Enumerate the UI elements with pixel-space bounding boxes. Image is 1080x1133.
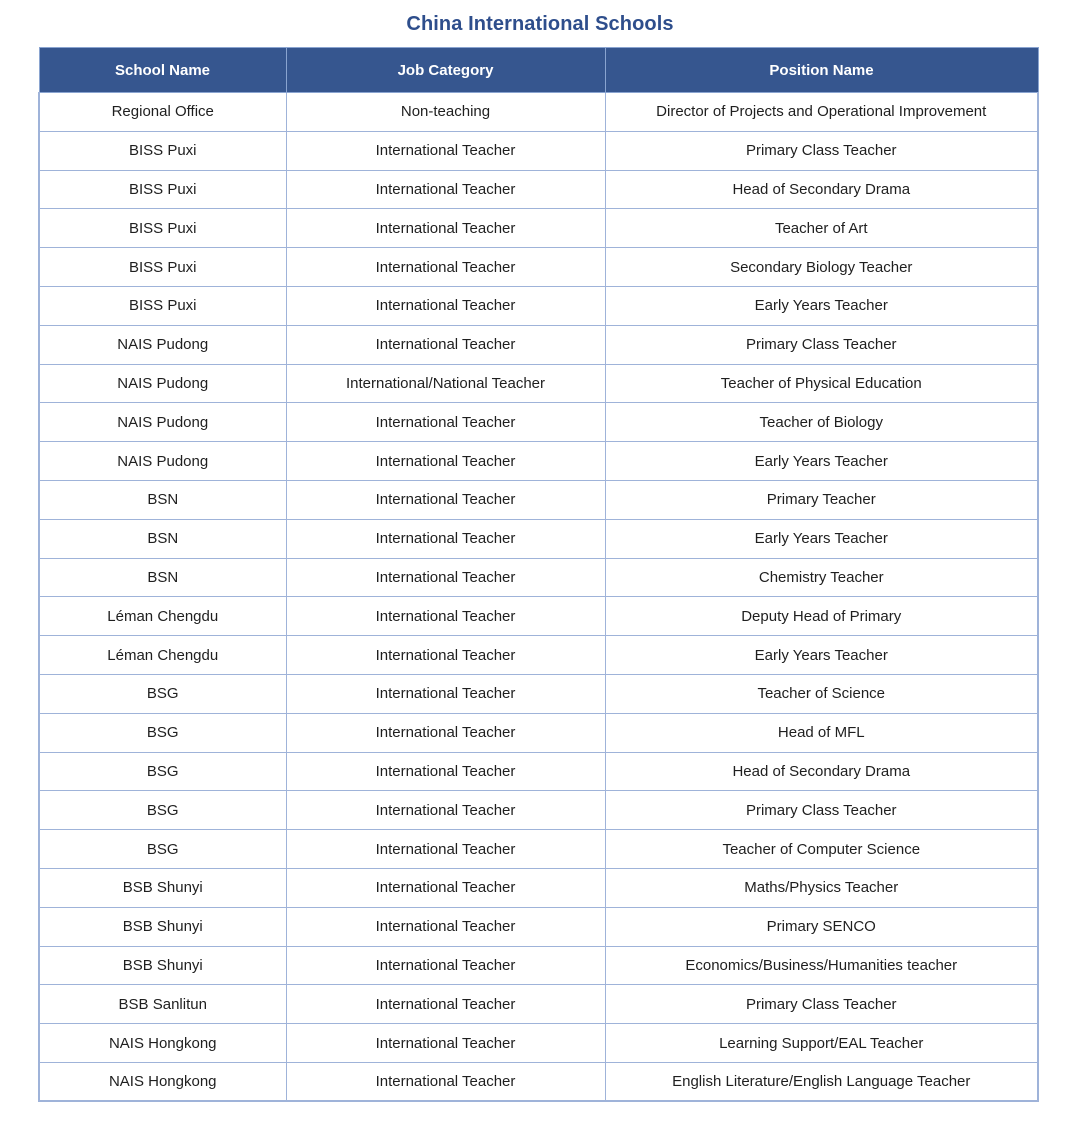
cell-school-name: NAIS Hongkong (39, 1062, 286, 1101)
cell-job-category: International Teacher (286, 830, 605, 869)
cell-school-name: BSG (39, 674, 286, 713)
table-row[interactable] (39, 558, 1038, 597)
cell-job-category: International Teacher (286, 558, 605, 597)
cell-school-name: BISS Puxi (39, 131, 286, 170)
cell-job-category: International Teacher (286, 248, 605, 287)
cell-school-name: NAIS Pudong (39, 442, 286, 481)
cell-job-category: International Teacher (286, 442, 605, 481)
table-row[interactable] (39, 209, 1038, 248)
cell-school-name: BISS Puxi (39, 286, 286, 325)
table-row[interactable] (39, 1024, 1038, 1063)
table-row[interactable] (39, 868, 1038, 907)
cell-school-name: NAIS Pudong (39, 403, 286, 442)
cell-job-category: International Teacher (286, 131, 605, 170)
cell-job-category: International Teacher (286, 519, 605, 558)
cell-school-name: NAIS Pudong (39, 364, 286, 403)
cell-job-category: International Teacher (286, 286, 605, 325)
cell-position-name: Teacher of Art (605, 209, 1038, 248)
table-row[interactable] (39, 597, 1038, 636)
cell-school-name: BSN (39, 519, 286, 558)
cell-position-name: Head of Secondary Drama (605, 170, 1038, 209)
cell-position-name: Primary Class Teacher (605, 985, 1038, 1024)
table-row[interactable] (39, 946, 1038, 985)
table-row[interactable] (39, 248, 1038, 287)
column-header-school-name[interactable]: School Name (39, 48, 286, 93)
cell-school-name: BSB Sanlitun (39, 985, 286, 1024)
cell-job-category: International/National Teacher (286, 364, 605, 403)
cell-position-name: Early Years Teacher (605, 519, 1038, 558)
table-row[interactable] (39, 364, 1038, 403)
cell-position-name: English Literature/English Language Teacher (605, 1062, 1038, 1101)
cell-position-name: Primary SENCO (605, 907, 1038, 946)
cell-job-category: International Teacher (286, 868, 605, 907)
cell-position-name: Early Years Teacher (605, 286, 1038, 325)
table-row[interactable] (39, 131, 1038, 170)
cell-job-category: International Teacher (286, 636, 605, 675)
cell-position-name: Primary Class Teacher (605, 325, 1038, 364)
cell-job-category: International Teacher (286, 480, 605, 519)
cell-position-name: Teacher of Physical Education (605, 364, 1038, 403)
cell-position-name: Maths/Physics Teacher (605, 868, 1038, 907)
cell-position-name: Economics/Business/Humanities teacher (605, 946, 1038, 985)
table-row[interactable] (39, 752, 1038, 791)
jobs-table-container (38, 47, 1037, 1102)
cell-school-name: Léman Chengdu (39, 636, 286, 675)
cell-position-name: Teacher of Computer Science (605, 830, 1038, 869)
cell-school-name: BSG (39, 752, 286, 791)
page-title: China International Schools (406, 13, 674, 35)
cell-school-name: BISS Puxi (39, 248, 286, 287)
table-row[interactable] (39, 480, 1038, 519)
table-row[interactable] (39, 830, 1038, 869)
table-row[interactable] (39, 519, 1038, 558)
cell-job-category: International Teacher (286, 209, 605, 248)
cell-school-name: BSB Shunyi (39, 946, 286, 985)
table-row[interactable] (39, 791, 1038, 830)
column-header-position-name[interactable]: Position Name (605, 48, 1038, 93)
cell-position-name: Chemistry Teacher (605, 558, 1038, 597)
cell-job-category: Non-teaching (286, 93, 605, 132)
cell-school-name: Léman Chengdu (39, 597, 286, 636)
table-row[interactable] (39, 286, 1038, 325)
table-row[interactable] (39, 1062, 1038, 1101)
cell-position-name: Early Years Teacher (605, 636, 1038, 675)
cell-school-name: BSB Shunyi (39, 868, 286, 907)
cell-position-name: Head of MFL (605, 713, 1038, 752)
cell-job-category: International Teacher (286, 791, 605, 830)
cell-job-category: International Teacher (286, 713, 605, 752)
cell-school-name: Regional Office (39, 93, 286, 132)
column-header-job-category[interactable]: Job Category (286, 48, 605, 93)
table-row[interactable] (39, 325, 1038, 364)
table-row[interactable] (39, 636, 1038, 675)
cell-position-name: Teacher of Biology (605, 403, 1038, 442)
table-header (39, 48, 1038, 93)
table-row[interactable] (39, 170, 1038, 209)
cell-position-name: Early Years Teacher (605, 442, 1038, 481)
cell-position-name: Primary Class Teacher (605, 131, 1038, 170)
cell-position-name: Secondary Biology Teacher (605, 248, 1038, 287)
cell-job-category: International Teacher (286, 1024, 605, 1063)
cell-job-category: International Teacher (286, 985, 605, 1024)
cell-job-category: International Teacher (286, 403, 605, 442)
table-row[interactable] (39, 93, 1038, 132)
cell-position-name: Primary Teacher (605, 480, 1038, 519)
cell-school-name: BISS Puxi (39, 209, 286, 248)
cell-school-name: NAIS Hongkong (39, 1024, 286, 1063)
cell-school-name: BSG (39, 713, 286, 752)
table-row[interactable] (39, 442, 1038, 481)
table-row[interactable] (39, 985, 1038, 1024)
cell-school-name: BSN (39, 558, 286, 597)
cell-school-name: BSB Shunyi (39, 907, 286, 946)
cell-position-name: Learning Support/EAL Teacher (605, 1024, 1038, 1063)
cell-position-name: Deputy Head of Primary (605, 597, 1038, 636)
cell-job-category: International Teacher (286, 597, 605, 636)
table-row[interactable] (39, 907, 1038, 946)
cell-job-category: International Teacher (286, 325, 605, 364)
table-row[interactable] (39, 403, 1038, 442)
cell-job-category: International Teacher (286, 170, 605, 209)
cell-position-name: Primary Class Teacher (605, 791, 1038, 830)
cell-school-name: BSG (39, 791, 286, 830)
cell-school-name: BSN (39, 480, 286, 519)
table-row[interactable] (39, 713, 1038, 752)
table-header-row (39, 48, 1038, 93)
table-body (39, 93, 1038, 1102)
cell-job-category: International Teacher (286, 907, 605, 946)
cell-job-category: International Teacher (286, 674, 605, 713)
table-row[interactable] (39, 674, 1038, 713)
cell-school-name: BSG (39, 830, 286, 869)
cell-job-category: International Teacher (286, 946, 605, 985)
cell-position-name: Head of Secondary Drama (605, 752, 1038, 791)
jobs-table (38, 47, 1039, 1102)
cell-school-name: BISS Puxi (39, 170, 286, 209)
cell-job-category: International Teacher (286, 1062, 605, 1101)
cell-position-name: Teacher of Science (605, 674, 1038, 713)
cell-school-name: NAIS Pudong (39, 325, 286, 364)
cell-position-name: Director of Projects and Operational Improvement (605, 93, 1038, 132)
cell-job-category: International Teacher (286, 752, 605, 791)
